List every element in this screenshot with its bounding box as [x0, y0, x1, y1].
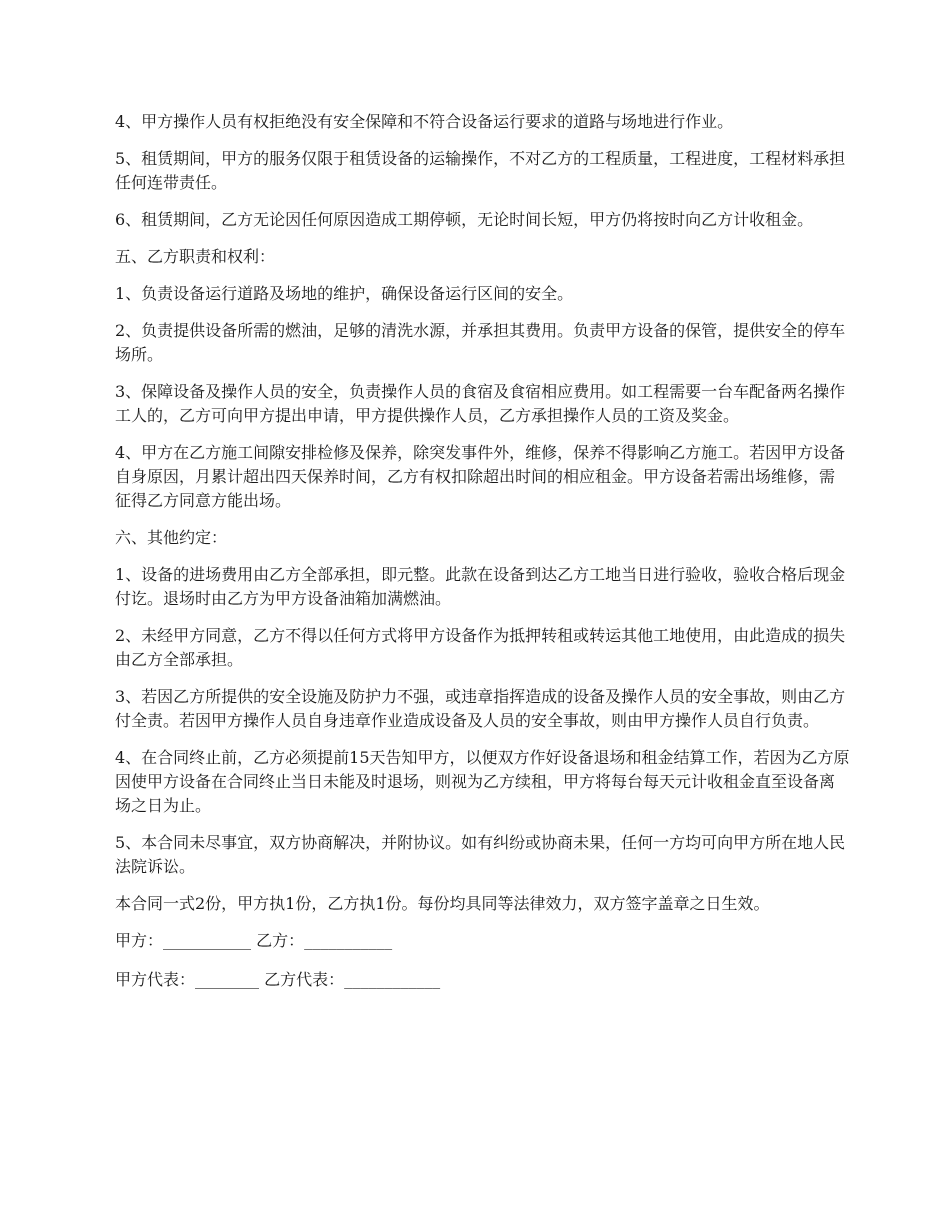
duty-3-operator-safety: 3、保障设备及操作人员的安全，负责操作人员的食宿及食宿相应费用。如工程需要一台车配备两名操作工人的，乙方可向甲方提出申请，甲方提供操作人员，乙方承担操作人员的工资及奖金。	[115, 382, 846, 425]
clause-5-service-scope: 5、租赁期间，甲方的服务仅限于租赁设备的运输操作，不对乙方的工程质量，工程进度，工程材料承担任何连带责任。	[115, 149, 846, 192]
term-5-dispute-resolution: 5、本合同未尽事宜，双方协商解决，并附协议。如有纠纷或协商未果，任何一方均可向甲方所在地人民法院诉讼。	[115, 833, 846, 876]
section-heading-other-terms: 六、其他约定：	[115, 528, 228, 547]
term-4-termination-notice: 4、在合同终止前，乙方必须提前15天告知甲方，以便双方作好设备退场和租金结算工作，若因为乙方原因使甲方设备在合同终止当日未能及时退场，则视为乙方续租，甲方将每台每天元计收租金直至设备离场之日为止。	[115, 748, 850, 815]
representative-signature-line: 甲方代表：________ 乙方代表：____________	[115, 970, 441, 989]
contract-copies-clause: 本合同一式2份，甲方执1份，乙方执1份。每份均具同等法律效力，双方签字盖章之日生效。	[115, 894, 770, 913]
party-signature-line: 甲方：___________ 乙方：___________	[115, 931, 393, 950]
duty-1-road-maintenance: 1、负责设备运行道路及场地的维护，确保设备运行区间的安全。	[115, 284, 574, 303]
duty-2-fuel-and-parking: 2、负责提供设备所需的燃油，足够的清洗水源，并承担其费用。负责甲方设备的保管，提供安全的停车场所。	[115, 321, 846, 364]
clause-6-rent-during-stoppage: 6、租赁期间，乙方无论因任何原因造成工期停顿，无论时间长短，甲方仍将按时向乙方计收租金。	[115, 210, 814, 229]
section-heading-party-b-duties: 五、乙方职责和权利：	[115, 247, 276, 266]
duty-4-maintenance-schedule: 4、甲方在乙方施工间隙安排检修及保养，除突发事件外，维修，保养不得影响乙方施工。若因甲方设备自身原因，月累计超出四天保养时间，乙方有权扣除超出时间的相应租金。甲方设备若需出场维修，需征得乙方同意方能出场。	[115, 443, 846, 510]
term-3-safety-liability: 3、若因乙方所提供的安全设施及防护力不强，或违章指挥造成的设备及操作人员的安全事故，则由乙方付全责。若因甲方操作人员自身违章作业造成设备及人员的安全事故，则由甲方操作人员自行负责。	[115, 687, 846, 730]
term-2-no-sublease: 2、未经甲方同意，乙方不得以任何方式将甲方设备作为抵押转租或转运其他工地使用，由此造成的损失由乙方全部承担。	[115, 626, 846, 669]
document-page	[115, 110, 850, 1007]
clause-4-operator-rights: 4、甲方操作人员有权拒绝没有安全保障和不符合设备运行要求的道路与场地进行作业。	[115, 112, 734, 131]
term-1-entry-fee: 1、设备的进场费用由乙方全部承担，即元整。此款在设备到达乙方工地当日进行验收，验收合格后现金付讫。退场时由乙方为甲方设备油箱加满燃油。	[115, 565, 846, 608]
